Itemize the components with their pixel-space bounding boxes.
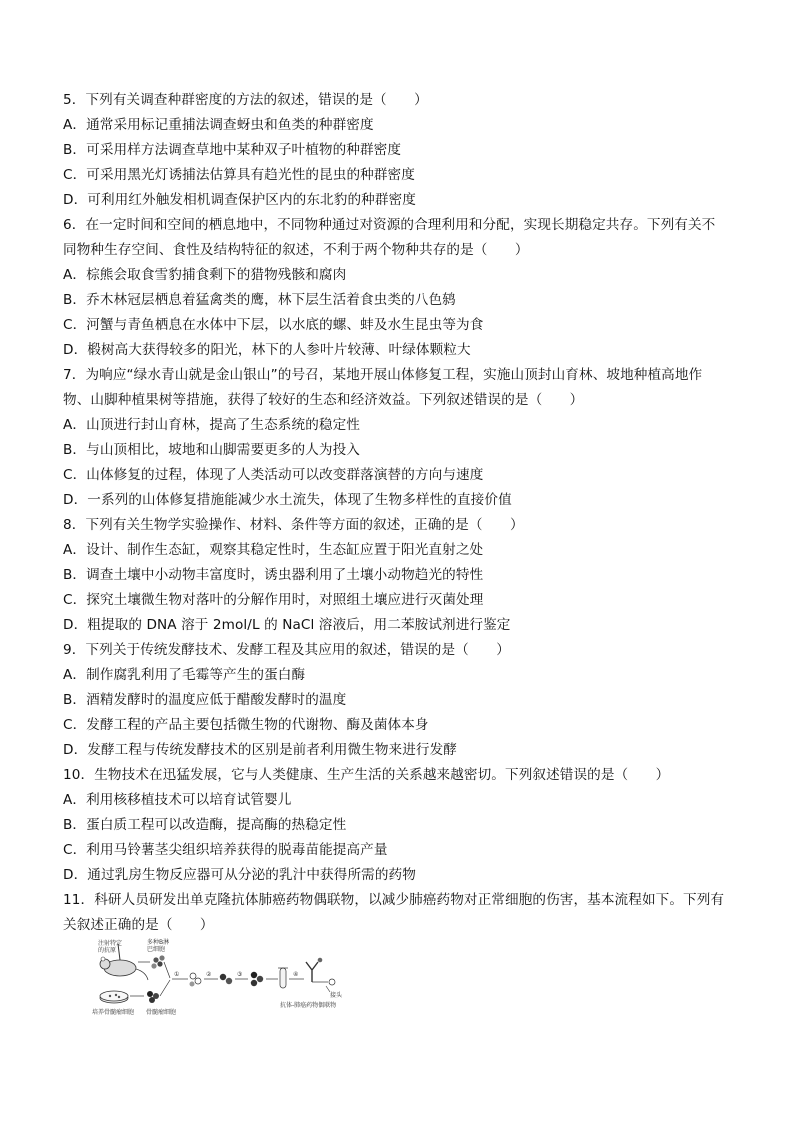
- q11-stem-line2: 关叙述正确的是（ ）: [63, 917, 214, 933]
- antibody-flow-diagram: [90, 938, 365, 1016]
- q7-stem-line2: 物、山脚种植果树等措施，获得了较好的生态和经济效益。下列叙述错误的是（ ）: [63, 392, 584, 408]
- q7-option-c: C．山体修复的过程，体现了人类活动可以改变群落演替的方向与速度: [63, 467, 484, 483]
- q9-stem: 9．下列关于传统发酵技术、发酵工程及其应用的叙述，错误的是（ ）: [63, 642, 510, 658]
- q10-option-c: C．利用马铃薯茎尖组织培养获得的脱毒苗能提高产量: [63, 842, 388, 858]
- b-cells-label-line1: 多种B淋: [147, 939, 170, 946]
- step-1-label: ①: [174, 971, 180, 978]
- q10-option-b: B．蛋白质工程可以改造酶，提高酶的热稳定性: [63, 817, 347, 833]
- q5-option-c: C．可采用黑光灯诱捕法估算具有趋光性的昆虫的种群密度: [63, 167, 415, 183]
- step-4-label: ④: [293, 971, 299, 978]
- fused-cells-icon: [190, 973, 202, 987]
- q8-option-d: D．粗提取的 DNA 溶于 2mol/L 的 NaCl 溶液后，用二苯胺试剂进行鉴定: [63, 617, 511, 633]
- q6-option-a: A．棕熊会取食雪豹捕食剩下的猎物残骸和腐肉: [63, 267, 347, 283]
- antibody-conjugate-icon: [306, 958, 335, 992]
- step-3-label: ③: [237, 971, 243, 978]
- q6-option-c: C．河蟹与青鱼栖息在水体中下层，以水底的螺、蚌及水生昆虫等为食: [63, 317, 484, 333]
- hybridoma-cells-icon: [220, 974, 232, 984]
- myeloma-cells-cluster: [147, 991, 159, 1003]
- b-cells-cluster: [151, 955, 164, 968]
- myeloma-culture-label: 培养骨髓瘤细胞: [92, 1009, 135, 1016]
- b-cells-label-line2: 巴细胞: [147, 946, 166, 953]
- q8-stem: 8．下列有关生物学实验操作、材料、条件等方面的叙述，正确的是（ ）: [63, 517, 524, 533]
- step-2-label: ②: [206, 971, 212, 978]
- petri-dish-icon: [100, 991, 128, 1003]
- q6-stem-line1: 6．在一定时间和空间的栖息地中，不同物种通过对资源的合理利用和分配，实现长期稳定共存。下列有关不: [63, 217, 716, 233]
- q8-option-c: C．探究土壤微生物对落叶的分解作用时，对照组土壤应进行灭菌处理: [63, 592, 484, 608]
- inject-label-line2: 的抗原: [98, 947, 117, 954]
- merge-lines: [160, 962, 170, 996]
- q5-stem: 5．下列有关调查种群密度的方法的叙述，错误的是（ ）: [63, 92, 428, 108]
- q9-option-b: B．酒精发酵时的温度应低于醋酸发酵时的温度: [63, 692, 347, 708]
- cloned-cells-icon: [251, 972, 263, 986]
- q9-option-a: A．制作腐乳利用了毛霉等产生的蛋白酶: [63, 667, 306, 683]
- q6-option-d: D．椴树高大获得较多的阳光，林下的人参叶片较薄、叶绿体颗粒大: [63, 342, 471, 358]
- q6-stem-line2: 同物种生存空间、食性及结构特征的叙述，不利于两个物种共存的是（ ）: [63, 242, 529, 258]
- q8-option-a: A．设计、制作生态缸，观察其稳定性时，生态缸应置于阳光直射之处: [63, 542, 484, 558]
- q5-option-b: B．可采用样方法调查草地中某种双子叶植物的种群密度: [63, 142, 402, 158]
- q7-stem-line1: 7．为响应“绿水青山就是金山银山”的号召，某地开展山体修复工程，实施山顶封山育林、坡地种植高地作: [63, 367, 703, 383]
- q11-stem-line1: 11．科研人员研发出单克隆抗体肺癌药物偶联物，以减少肺癌药物对正常细胞的伤害，基本流程如下。下列有: [63, 892, 725, 908]
- inject-label-line1: 注射特定: [98, 940, 123, 947]
- q7-option-a: A．山顶进行封山育林，提高了生态系统的稳定性: [63, 417, 360, 433]
- q7-option-b: B．与山顶相比，坡地和山脚需要更多的人为投入: [63, 442, 360, 458]
- q10-option-a: A．利用核移植技术可以培育试管婴儿: [63, 792, 292, 808]
- myeloma-cells-label: 骨髓瘤细胞: [146, 1009, 177, 1016]
- q9-option-d: D．发酵工程与传统发酵技术的区别是前者利用微生物来进行发酵: [63, 742, 457, 758]
- q10-stem: 10．生物技术在迅猛发展，它与人类健康、生产生活的关系越来越密切。下列叙述错误的是（ ）: [63, 767, 670, 783]
- q9-option-c: C．发酵工程的产品主要包括微生物的代谢物、酶及菌体本身: [63, 717, 429, 733]
- q5-option-d: D．可利用红外触发相机调查保护区内的东北豹的种群密度: [63, 192, 416, 208]
- q5-option-a: A．通常采用标记重捕法调查蚜虫和鱼类的种群密度: [63, 117, 374, 133]
- conjugate-label: 抗体-肺癌药物偶联物: [280, 1002, 337, 1009]
- test-tube-icon: [278, 968, 288, 988]
- flow-diagram-svg: [90, 938, 365, 1016]
- q6-option-b: B．乔木林冠层栖息着猛禽类的鹰，林下层生活着食虫类的八色鸫: [63, 292, 456, 308]
- q7-option-d: D．一系列的山体修复措施能减少水土流失，体现了生物多样性的直接价值: [63, 492, 512, 508]
- linker-label: 接头: [330, 992, 343, 999]
- q8-option-b: B．调查土壤中小动物丰富度时，诱虫器利用了土壤小动物趋光的特性: [63, 567, 484, 583]
- q10-option-d: D．通过乳房生物反应器可从分泌的乳汁中获得所需的药物: [63, 867, 416, 883]
